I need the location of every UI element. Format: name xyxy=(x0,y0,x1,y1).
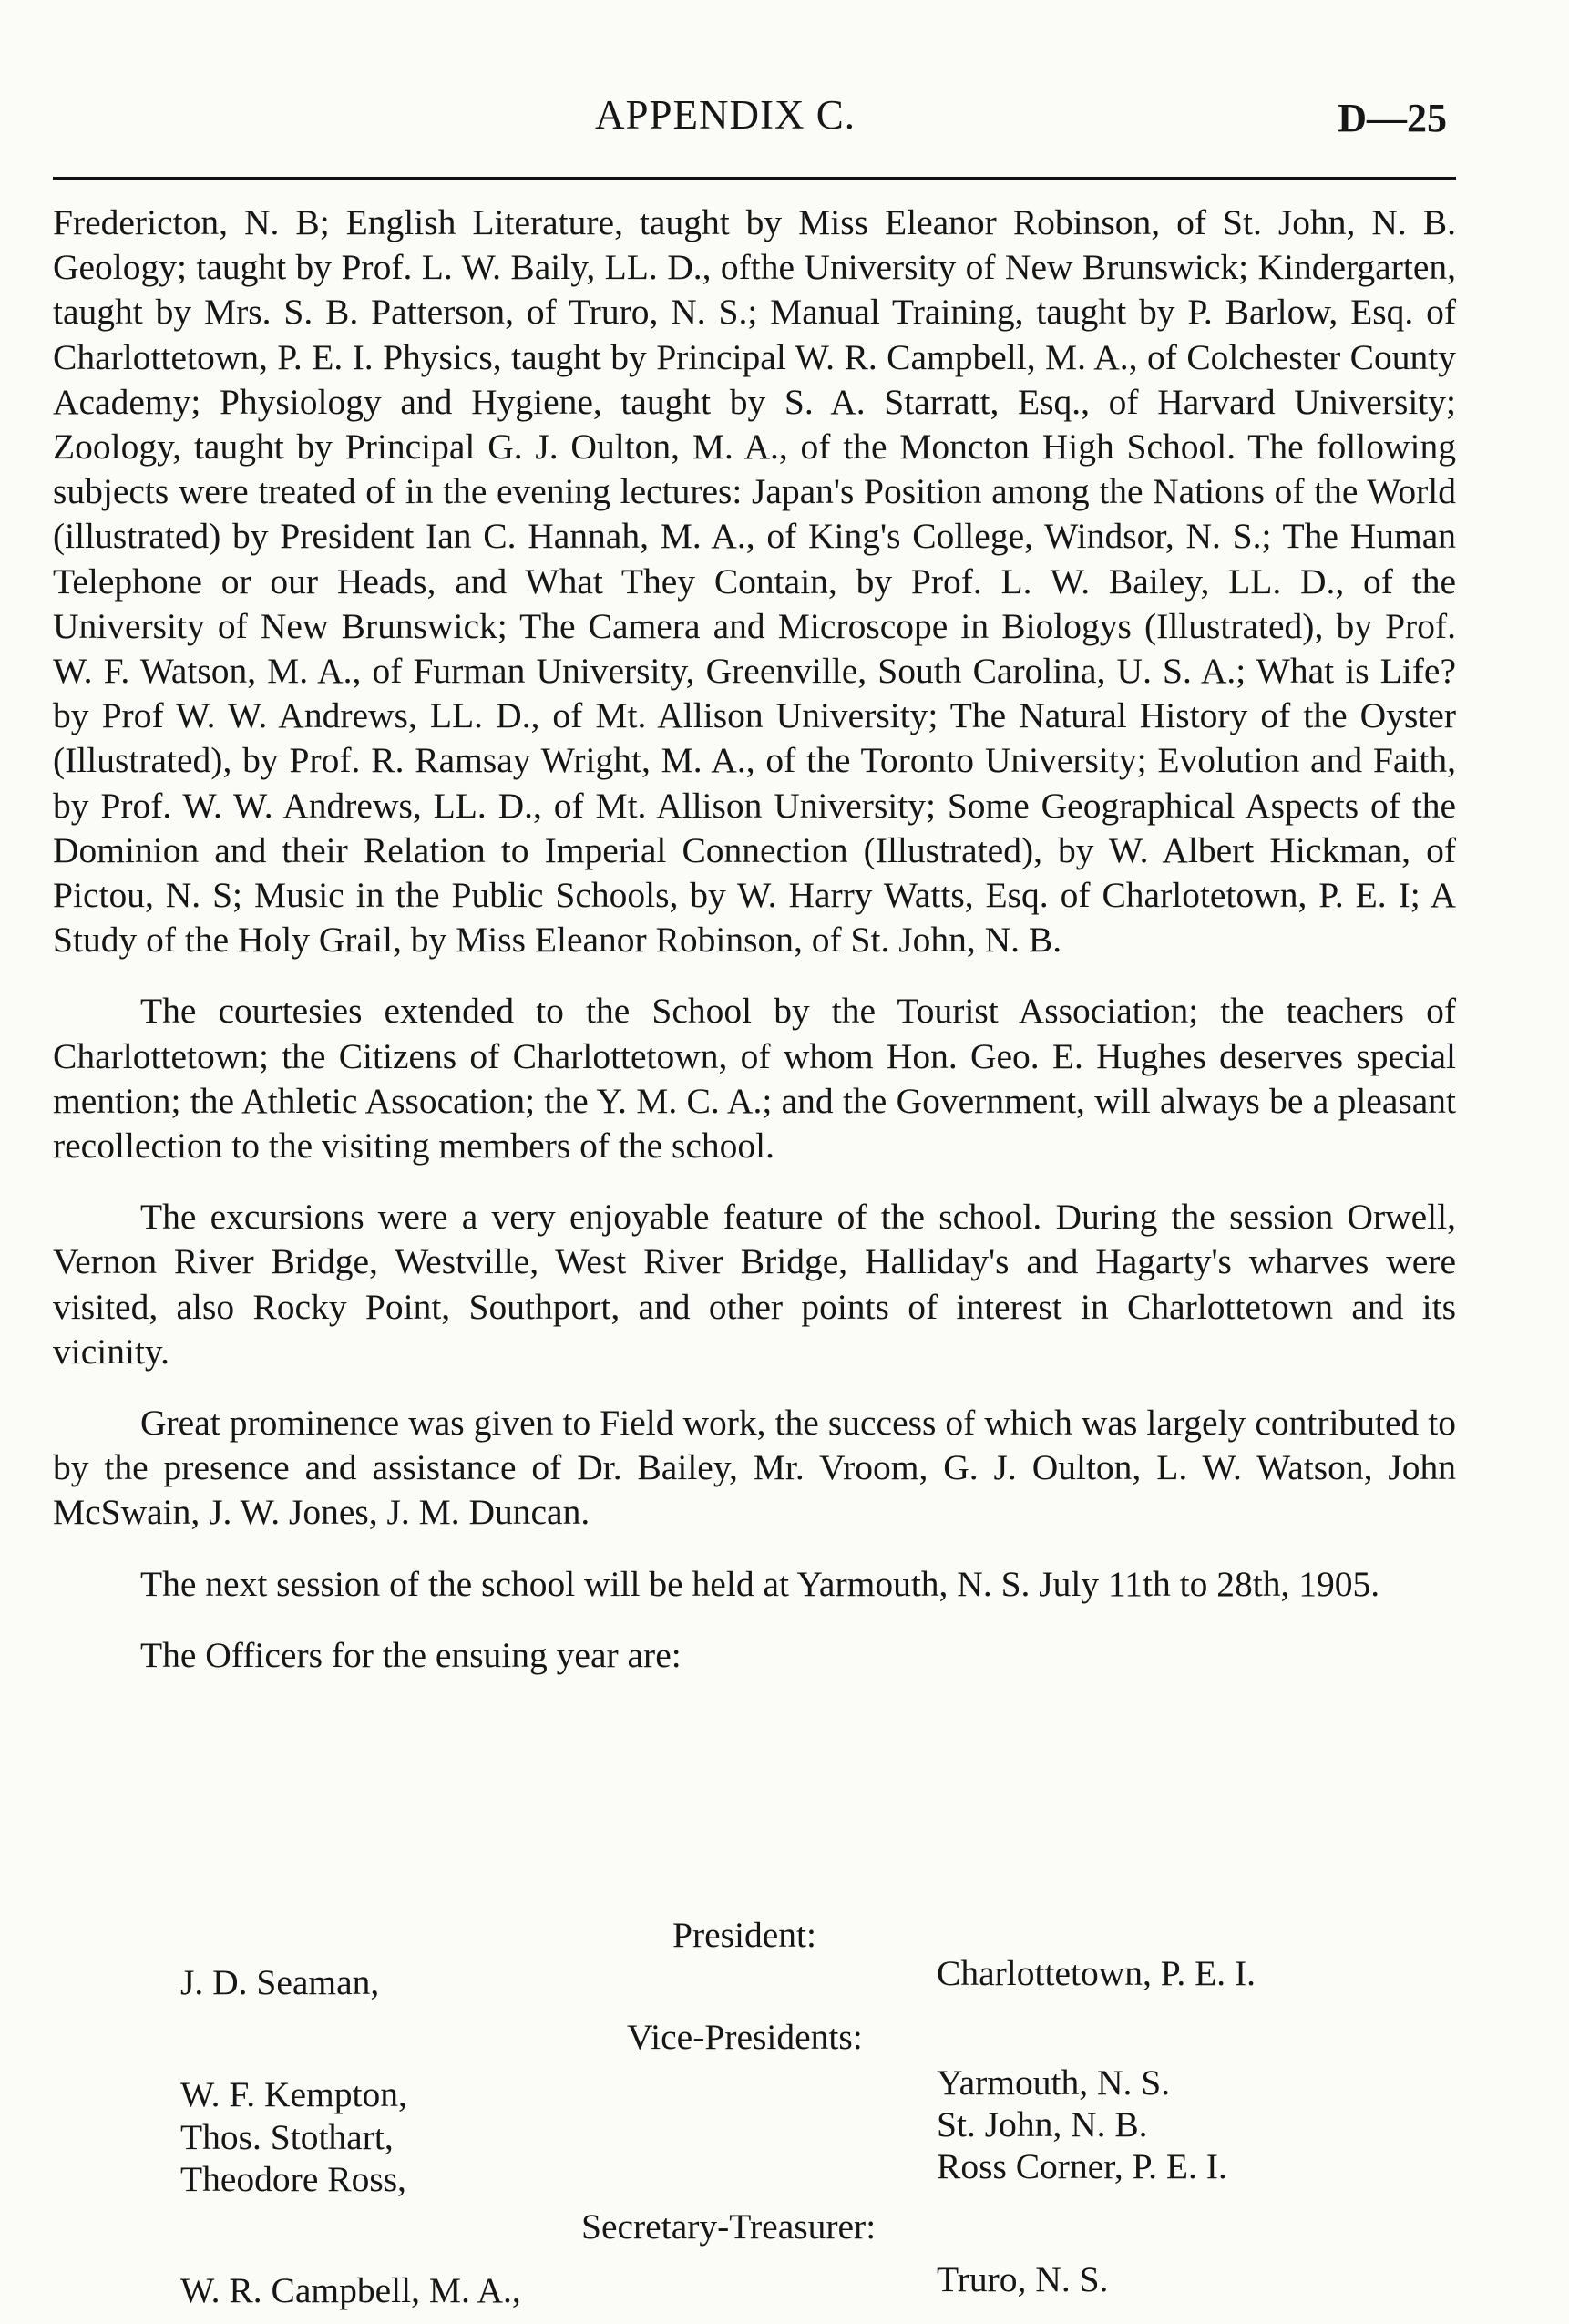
vice-president-name: W. F. Kempton, xyxy=(180,2074,407,2114)
page-number: D—25 xyxy=(1338,96,1447,140)
paragraph-lectures: Fredericton, N. B; English Literature, taught by Miss Eleanor Robinson, of St. John, N. B. Geology; taught by Prof. L. W. Baily, LL. D., ofthe University of New Brunswick; Kindergarten, taught by Mrs. S. B. Patterson, of Truro, N. S.; Manual Training, taught by P. Barlow, Esq. of Charlottetown, P. E. I. Physics, taught by Principal W. R. Campbell, M. A., of Colchester County Academy; Physiology and Hygiene, taught by S. A. Starratt, Esq., of Harvard University; Zoology, taught by Principal G. J. Oulton, M. A., of the Moncton High School. The following subjects were treated of in the evening lectures: Japan's Position among the Nations of the World (illustrated) by President Ian C. Hannah, M. A., of King's College, Windsor, N. S.; The Human Telephone or our Heads, and What They Contain, by Prof. L. W. Bailey, LL. D., of the University of New Brunswick; The Camera and Microscope in Biologys (Illustrated), by Prof. W. F. Watson, M. A., of Furman University, Greenville, South Carolina, U. S. A.; What is Life? by Prof W. W. Andrews, LL. D., of Mt. Allison University; The Natural History of the Oyster (Illustrated), by Prof. R. Ramsay Wright, M. A., of the Toronto University; Evolution and Faith, by Prof. W. W. Andrews, LL. D., of Mt. Allison University; Some Geographical Aspects of the Dominion and their Relation to Imperial Connection (Illustrated), by W. Albert Hickman, of Pictou, N. S; Music in the Public Schools, by W. Harry Watts, Esq. of Charlotetown, P. E. I; A Study of the Holy Grail, by Miss Eleanor Robinson, of St. John, N. B. xyxy=(53,202,1456,961)
appendix-title: APPENDIX C. xyxy=(595,92,856,138)
vice-president-place: Ross Corner, P. E. I. xyxy=(937,2146,1227,2186)
secretary-name: W. R. Campbell, M. A., xyxy=(180,2270,521,2310)
president-heading: President: xyxy=(672,1915,816,1955)
officers-list xyxy=(53,1914,1456,2315)
header-rule xyxy=(53,177,1456,180)
vice-presidents-heading: Vice-Presidents: xyxy=(627,2017,863,2057)
paragraph-field-work: Great prominence was given to Field work, the success of which was largely contributed to by the presence and assistance of Dr. Bailey, Mr. Vroom, G. J. Oulton, L. W. Watson, John McSwain, J. W. Jones, J. M. Duncan. xyxy=(53,1403,1456,1533)
body-text xyxy=(53,201,1456,1678)
document-page xyxy=(53,0,1456,2324)
officers-intro: The Officers for the ensuing year are: xyxy=(140,1634,682,1675)
vice-president-place: Yarmouth, N. S. xyxy=(937,2062,1171,2103)
secretary-place: Truro, N. S. xyxy=(937,2259,1109,2299)
paragraph-next-session: The next session of the school will be held at Yarmouth, N. S. July 11th to 28th, 1905. xyxy=(140,1563,1380,1604)
secretary-heading: Secretary-Treasurer: xyxy=(581,2206,877,2247)
paragraph-courtesies: The courtesies extended to the School by the Tourist Association; the teachers of Charlottetown; the Citizens of Charlottetown, of whom Hon. Geo. E. Hughes deserves special mention; the Athletic Assocation; the Y. M. C. A.; and the Government, will always be a pleasant recollection to the visiting members of the school. xyxy=(53,991,1456,1167)
vice-president-name: Thos. Stothart, xyxy=(180,2117,394,2157)
president-place: Charlottetown, P. E. I. xyxy=(937,1953,1256,1993)
vice-president-name: Theodore Ross, xyxy=(180,2159,406,2199)
paragraph-excursions: The excursions were a very enjoyable feature of the school. During the session Orwell, Vernon River Bridge, Westville, West River Bridge, Halliday's and Hagarty's wharves were visited, also Rocky Point, Southport, and other points of interest in Charlottetown and its vicinity. xyxy=(53,1197,1456,1372)
page-header xyxy=(53,91,1456,155)
vice-president-place: St. John, N. B. xyxy=(937,2104,1148,2144)
president-name: J. D. Seaman, xyxy=(180,1962,380,2002)
